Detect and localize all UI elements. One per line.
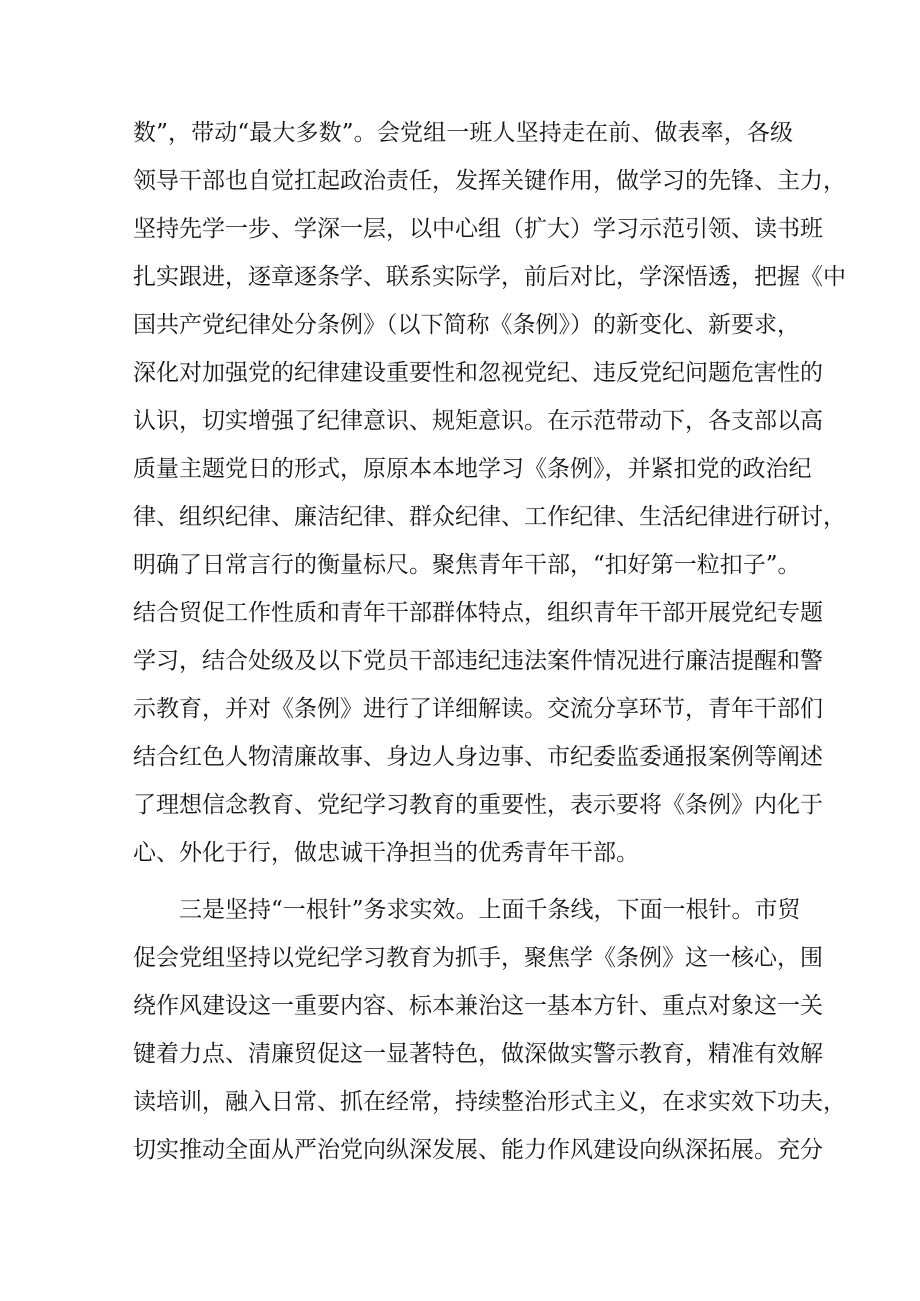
text-line: 扎实跟进，逐章逐条学、联系实际学，前后对比，学深悟透，把握《中 [133, 264, 846, 290]
text-line: 国共产党纪律处分条例》（以下简称《条例》）的新变化、新要求， [133, 312, 800, 338]
text-line: 数”，带动“最大多数”。会党组一班人坚持走在前、做表率，各级 [133, 120, 793, 146]
text-line: 学习，结合处级及以下党员干部违纪违法案件情况进行廉洁提醒和警 [133, 648, 823, 674]
text-line: 键着力点、清廉贸促这一显著特色，做深做实警示教育，精准有效解 [133, 1041, 823, 1067]
text-line: 绕作风建设这一重要内容、标本兼治这一基本方针、重点对象这一关 [133, 993, 823, 1019]
text-line: 切实推动全面从严治党向纵深发展、能力作风建设向纵深拓展。充分 [133, 1137, 823, 1163]
text-line: 坚持先学一步、学深一层，以中心组（扩大）学习示范引领、读书班 [133, 216, 823, 242]
text-line: 律、组织纪律、廉洁纪律、群众纪律、工作纪律、生活纪律进行研讨， [133, 504, 846, 530]
text-line: 明确了日常言行的衡量标尺。聚焦青年干部，“扣好第一粒扣子”。 [133, 552, 801, 578]
paragraph-one-needle-results [133, 886, 846, 1174]
text-line: 结合红色人物清廉故事、身边人身边事、市纪委监委通报案例等阐述 [133, 744, 823, 770]
text-line: 认识，切实增强了纪律意识、规矩意识。在示范带动下，各支部以高 [133, 408, 823, 434]
text-line: 促会党组坚持以党纪学习教育为抓手，聚焦学《条例》这一核心，围 [133, 945, 823, 971]
text-line: 结合贸促工作性质和青年干部群体特点，组织青年干部开展党纪专题 [133, 600, 823, 626]
text-line: 深化对加强党的纪律建设重要性和忽视党纪、违反党纪问题危害性的 [133, 360, 823, 386]
text-line: 读培训，融入日常、抓在经常，持续整治形式主义，在求实效下功夫， [133, 1089, 846, 1115]
text-line-indented: 三是坚持“一根针”务求实效。上面千条线，下面一根针。市贸 [179, 897, 801, 923]
text-line-last: 心、外化于行，做忠诚干净担当的优秀青年干部。 [133, 840, 639, 866]
paragraph-party-discipline-study [133, 109, 846, 877]
text-line: 了理想信念教育、党纪学习教育的重要性，表示要将《条例》内化于 [133, 792, 823, 818]
text-line: 质量主题党日的形式，原原本本地学习《条例》，并紧扣党的政治纪 [133, 456, 812, 482]
text-line: 示教育，并对《条例》进行了详细解读。交流分享环节，青年干部们 [133, 696, 823, 722]
text-line: 领导干部也自觉扛起政治责任，发挥关键作用，做学习的先锋、主力， [133, 168, 846, 194]
